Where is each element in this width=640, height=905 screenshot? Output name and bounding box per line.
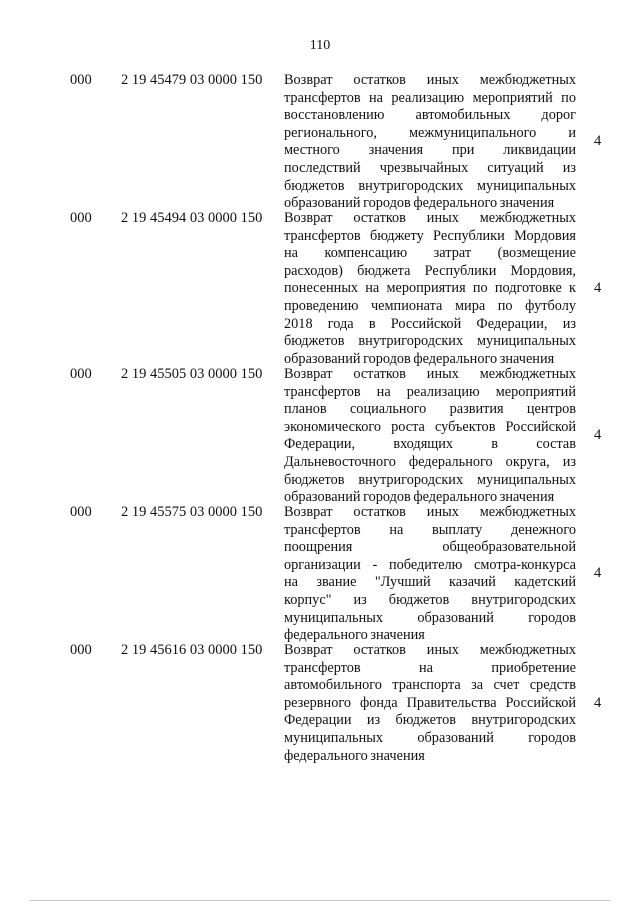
description-line: бюджетов внутригородских муниципальных [284,177,576,194]
description-line: резервного фонда Правительства Российской [284,694,576,711]
description-line: Возврат остатков иных межбюджетных [284,210,576,226]
row-value: 4 [594,565,602,581]
admin-code: 000 [70,504,92,520]
description-line: на звание "Лучший казачий кадетский [284,574,576,591]
admin-code: 000 [70,642,92,658]
description-line: Возврат остатков иных межбюджетных [284,642,576,658]
description-line: трансфертов бюджету Республики Мордовия [284,227,576,244]
description-line: образований городов федерального значения [284,195,555,212]
budget-classification-code: 2 19 45575 03 0000 150 [121,504,263,520]
revenue-description [284,210,576,368]
budget-classification-code: 2 19 45494 03 0000 150 [121,210,263,226]
description-line: поощрения общеобразовательной [284,539,576,556]
description-line: корпус" из бюджетов внутригородских [284,591,576,608]
admin-code: 000 [70,366,92,382]
description-line: Федерации, входящих в состав [284,436,576,453]
revenue-description [284,366,576,507]
description-line: трансфертов на реализацию мероприятий по [284,89,576,106]
row-value: 4 [594,427,602,443]
budget-classification-code: 2 19 45616 03 0000 150 [121,642,263,658]
budget-classification-code: 2 19 45505 03 0000 150 [121,366,263,382]
description-line: местного значения при ликвидации [284,142,576,159]
description-line: образований городов федерального значения [284,489,555,506]
revenue-description [284,504,576,645]
description-line: бюджетов внутригородских муниципальных [284,471,576,488]
admin-code: 000 [70,72,92,88]
description-line: федерального значения [284,627,425,644]
description-line: Возврат остатков иных межбюджетных [284,366,576,382]
description-line: расходов) бюджета Республики Мордовия, [284,262,576,279]
page-number: 110 [309,38,331,53]
description-line: Федерации из бюджетов внутригородских [284,712,576,729]
description-line: автомобильного транспорта за счет средств [284,677,576,694]
description-line: муниципальных образований городов [284,609,576,626]
description-line: муниципальных образований городов [284,729,576,746]
description-line: регионального, межмуниципального и [284,124,576,141]
description-line: федерального значения [284,747,425,764]
description-line: Возврат остатков иных межбюджетных [284,504,576,520]
description-line: экономического роста субъектов Российской [284,418,576,435]
row-value: 4 [594,280,602,296]
description-line: восстановлению автомобильных дорог [284,107,576,124]
row-value: 4 [594,133,602,149]
description-line: последствий чрезвычайных ситуаций из [284,159,576,176]
budget-classification-code: 2 19 45479 03 0000 150 [121,72,263,88]
description-line: бюджетов внутригородских муниципальных [284,333,576,350]
description-line: трансфертов на приобретение [284,659,576,676]
description-line: Дальневосточного федерального округа, из [284,453,576,470]
revenue-description [284,72,576,213]
row-value: 4 [594,695,602,711]
description-line: Возврат остатков иных межбюджетных [284,72,576,88]
admin-code: 000 [70,210,92,226]
description-line: проведению чемпионата мира по футболу [284,297,576,314]
description-line: планов социального развития центров [284,401,576,418]
description-line: трансфертов на выплату денежного [284,521,576,538]
description-line: понесенных на мероприятия по подготовке к [284,280,576,297]
description-line: трансфертов на реализацию мероприятий [284,383,576,400]
revenue-description [284,642,576,765]
description-line: 2018 года в Российской Федерации, из [284,315,576,332]
scan-edge [30,900,610,901]
description-line: на компенсацию затрат (возмещение [284,245,576,262]
description-line: образований городов федерального значения [284,350,555,367]
description-line: организации - победителю смотра-конкурса [284,556,576,573]
